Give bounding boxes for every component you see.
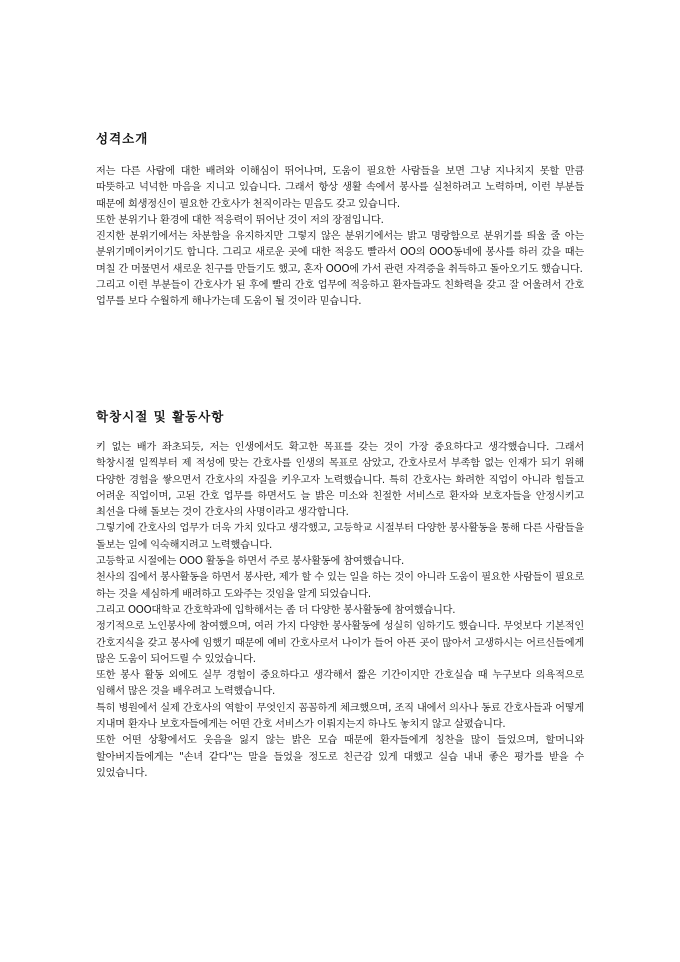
paragraph: 그리고 OOO대학교 간호학과에 입학해서는 좀 더 다양한 봉사활동에 참여했습니다. <box>96 604 456 616</box>
paragraph: 또한 어떤 상황에서도 웃음을 잃지 않는 밝은 모습 때문에 환자들에게 칭찬을 많이 들었으며, 할머니와 할아버지들에게는 "손녀 같다"는 말을 들었을 정도로 친근감 있게 대했고 실습 내내 좋은 평가를 받을 수 있었습니다. <box>96 735 584 779</box>
paragraph: 천사의 집에서 봉사활동을 하면서 봉사란, 제가 할 수 있는 일을 하는 것이 아니라 도움이 필요한 사람들이 필요로 하는 것을 세심하게 배려하고 도와주는 것임을 알게 되었습니다. <box>96 572 584 600</box>
paragraph: 또한 분위기나 환경에 대한 적응력이 뛰어난 것이 저의 장점입니다. <box>96 214 384 226</box>
paragraph: 키 없는 배가 좌초되듯, 저는 인생에서도 확고한 목표를 갖는 것이 가장 중요하다고 생각했습니다. 그래서 학창시절 일찍부터 제 적성에 맞는 간호사를 인생의 목표로 삼았고, 간호사로서 부족함 없는 인재가 되기 위해 다양한 경험을 쌓으면서 간호사의 자질을 키우고자 노력했습니다. 특히 간호사는 화려한 직업이 아니라 힘들고 어려운 직업이며, 고된 간호 업무를 하면서도 늘 밝은 미소와 친절한 서비스로 환자와 보호자들을 안정시키고 최선을 다해 돌보는 것이 간호사의 사명이라고 생각합니다. <box>96 442 584 519</box>
paragraph: 정기적으로 노인봉사에 참여했으며, 여러 가지 다양한 봉사활동에 성실히 임하기도 했습니다. 무엇보다 기본적인 간호지식을 갖고 봉사에 임했기 때문에 예비 간호사로서 나이가 들어 아픈 곳이 많아서 고생하시는 어르신들에게 많은 도움이 되어드릴 수 있었습니다. <box>96 621 584 665</box>
paragraph: 그렇기에 간호사의 업무가 더욱 가치 있다고 생각했고, 고등학교 시절부터 다양한 봉사활동을 통해 다른 사람들을 돌보는 일에 익숙해지려고 노력했습니다. <box>96 523 584 551</box>
paragraph: 저는 다른 사람에 대한 배려와 이해심이 뛰어나며, 도움이 필요한 사람들을 보면 그냥 지나치지 못할 만큼 따뜻하고 넉넉한 마음을 지니고 있습니다. 그래서 항상 생활 속에서 봉사를 실천하려고 노력하며, 이런 부분들 때문에 희생정신이 필요한 간호사가 천직이라는 믿음도 갖고 있습니다. <box>96 166 584 210</box>
paragraph: 또한 봉사 활동 외에도 실무 경험이 중요하다고 생각해서 짧은 기간이지만 간호실습 때 누구보다 의욕적으로 임해서 많은 것을 배우려고 노력했습니다. <box>96 670 584 698</box>
paragraph: 고등학교 시절에는 OOO 활동을 하면서 주로 봉사활동에 참여했습니다. <box>96 556 405 568</box>
section-title-personality: 성격소개 <box>96 131 149 146</box>
paragraph: 진지한 분위기에서는 차분함을 유지하지만 그렇지 않은 분위기에서는 밝고 명랑함으로 분위기를 띄울 줄 아는 분위기메이커이기도 합니다. 그리고 새로운 곳에 대한 적응도 빨라서 OO의 OOO동네에 봉사를 하러 갔을 때는 며칠 간 머물면서 새로운 친구를 만들기도 했고, 혼자 OOO에 가서 관련 자격증을 취득하고 돌아오기도 했습니다. <box>96 231 584 275</box>
section-personality <box>96 129 584 311</box>
section-title-school-activities: 학창시절 및 활동사항 <box>96 409 225 424</box>
section-school-activities <box>96 407 584 782</box>
paragraph: 그리고 이런 부분들이 간호사가 된 후에 빨리 간호 업무에 적응하고 환자들과도 친화력을 갖고 잘 어울려서 간호 업무를 보다 수월하게 해나가는데 도움이 될 것이라 믿습니다. <box>96 280 584 308</box>
paragraph: 특히 병원에서 실제 간호사의 역할이 무엇인지 꼼꼼하게 체크했으며, 조직 내에서 의사나 동료 간호사들과 어떻게 지내며 환자나 보호자들에게는 어떤 간호 서비스가 이뤄지는지 하나도 놓치지 않고 살폈습니다. <box>96 702 584 731</box>
